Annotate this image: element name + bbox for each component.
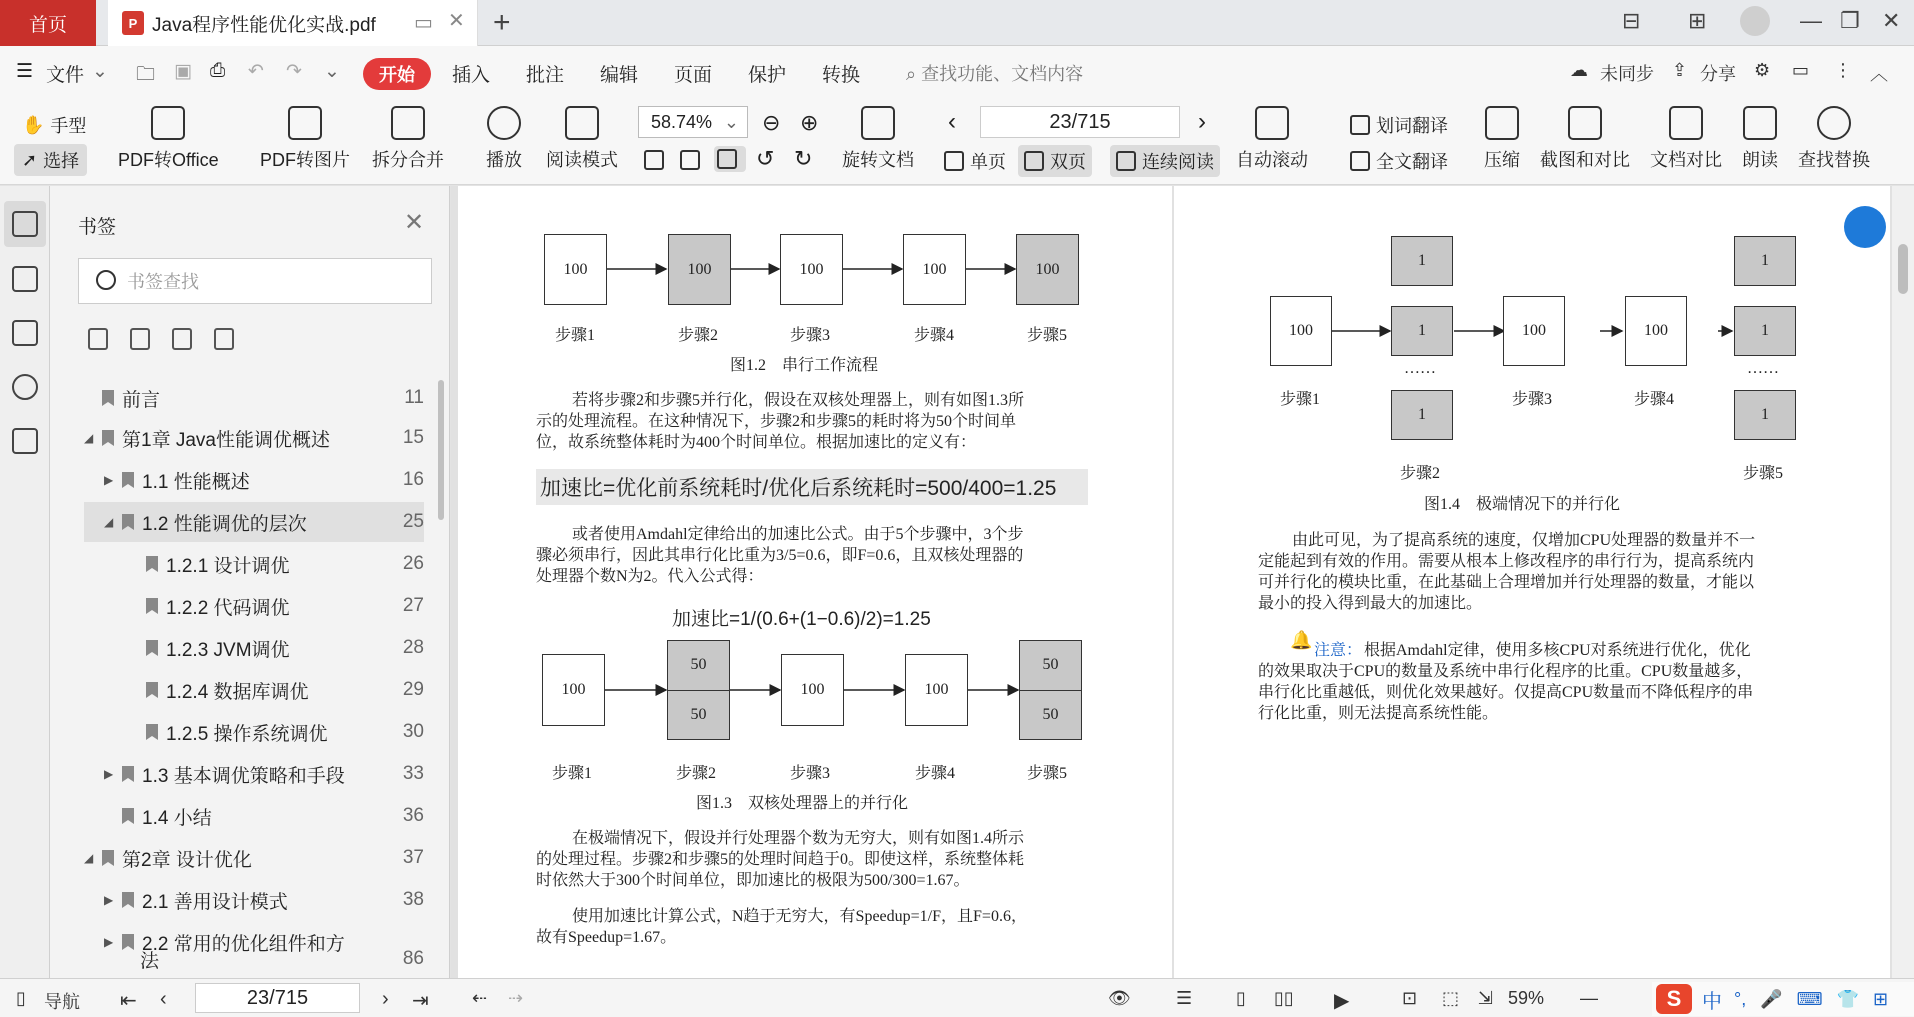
menu-insert[interactable]: 插入 xyxy=(452,65,491,86)
bookmark-label: 1.4 小结 xyxy=(142,807,212,829)
page-number-input[interactable]: 23/715 xyxy=(980,106,1180,138)
comment-icon[interactable]: ▭ xyxy=(1792,60,1810,80)
bookmark-page: 26 xyxy=(402,553,424,574)
menu-page[interactable]: 页面 xyxy=(674,65,713,86)
bookmark-label: 1.2.5 操作系统调优 xyxy=(166,723,328,745)
fig13-box-step4: 100 xyxy=(905,654,968,726)
nav-label[interactable]: 导航 xyxy=(44,992,80,1012)
fig14-label-step5: 步骤5 xyxy=(1743,465,1784,482)
redo-icon[interactable]: ↷ xyxy=(286,61,302,82)
paragraph-line: 位，故系统整体耗时为400个时间单位。根据加速比的定义有： xyxy=(536,434,977,451)
open-folder-icon[interactable]: 🗀 xyxy=(136,64,156,85)
bookmark-page: 30 xyxy=(402,721,424,742)
fig12-box-step3: 100 xyxy=(780,234,843,305)
ime-toolbar xyxy=(1652,982,1914,1016)
fig13-label-step2: 步骤2 xyxy=(676,765,717,782)
formula-highlighted: 加速比=优化前系统耗时/优化后系统耗时=500/400=1.25 xyxy=(536,469,1088,505)
play-label: 播放 xyxy=(486,150,522,170)
paragraph-line: 可并行化的模块比重，在此基础上合理增加并行处理器的数量，才能以 xyxy=(1258,574,1755,591)
fig14-caption: 图1.4 极端情况下的并行化 xyxy=(1424,496,1621,513)
cursor-icon: ➚ xyxy=(22,149,38,170)
fig14-step2-mid: 1 xyxy=(1391,306,1453,356)
paragraph-line: 或者使用Amdahl定律给出的加速比公式。由于5个步骤中，3个步 xyxy=(572,526,1024,543)
fig12-label-step4: 步骤4 xyxy=(914,327,955,344)
read-aloud-label: 朗读 xyxy=(1742,150,1778,170)
window-close-icon[interactable]: ✕ xyxy=(1882,8,1901,33)
doc-compare-label: 文档对比 xyxy=(1650,150,1722,170)
paragraph-line: 故有Speedup=1.67。 xyxy=(536,929,677,946)
bookmark-label: 2.1 善用设计模式 xyxy=(142,891,288,913)
tab-float-icon[interactable]: ▭ xyxy=(414,12,433,34)
fig13-step5-top: 50 xyxy=(1020,641,1081,691)
hamburger-icon[interactable]: ☰ xyxy=(16,61,34,82)
paragraph-line: 若将步骤2和步骤5并行化，假设在双核处理器上，则有如图1.3所 xyxy=(572,392,1025,409)
floating-tool-button[interactable] xyxy=(1844,206,1886,248)
microphone-icon[interactable]: 🎤 xyxy=(1760,988,1783,1009)
statusbar-page-input[interactable]: 23/715 xyxy=(195,983,360,1013)
auto-scroll-label: 自动滚动 xyxy=(1236,150,1308,170)
chevron-right-icon[interactable]: ▶ xyxy=(104,935,114,949)
paragraph-line: 处理器个数N为2。代入公式得： xyxy=(536,568,764,585)
chevron-down-icon[interactable]: ⌄ xyxy=(92,61,108,82)
fig12-label-step2: 步骤2 xyxy=(678,327,719,344)
keyboard-icon[interactable]: ⌨ xyxy=(1796,988,1823,1009)
chevron-right-icon[interactable]: ▶ xyxy=(104,473,114,487)
minimize-icon[interactable]: — xyxy=(1800,8,1822,33)
save-icon[interactable]: ▣ xyxy=(174,61,192,82)
fig13-label-step3: 步骤3 xyxy=(790,765,831,782)
fig13-step2-bottom: 50 xyxy=(690,705,707,723)
share-button[interactable]: 分享 xyxy=(1700,64,1736,84)
double-view-icon[interactable]: ▯▯ xyxy=(1274,988,1294,1008)
fig12-label-step1: 步骤1 xyxy=(555,327,596,344)
fig13-label-step4: 步骤4 xyxy=(915,765,956,782)
bookmark-page: 36 xyxy=(402,805,424,826)
chevron-down-icon[interactable]: ◢ xyxy=(84,851,94,865)
paragraph-line: 骤必须串行，因此其串行化比重为3/5=0.6，即F=0.6，且双核处理器的 xyxy=(536,547,1024,564)
punctuation-icon[interactable]: °, xyxy=(1734,988,1747,1009)
note-line: 的效果取决于CPU的数量及系统中串行化程序的比重。CPU数量越多， xyxy=(1258,663,1753,680)
prev-page-icon[interactable]: ‹ xyxy=(948,108,956,135)
fig14-label-step2: 步骤2 xyxy=(1400,465,1441,482)
menu-edit[interactable]: 编辑 xyxy=(600,65,639,86)
bookmark-label: 第2章 设计优化 xyxy=(122,849,252,871)
close-icon[interactable]: ✕ xyxy=(404,209,425,236)
bookmark-label: 1.2.3 JVM调优 xyxy=(166,639,290,661)
split-merge-label: 拆分合并 xyxy=(372,150,444,170)
menu-convert[interactable]: 转换 xyxy=(822,65,861,86)
fig13-box-step2 xyxy=(667,640,730,740)
fig14-label-step1: 步骤1 xyxy=(1280,391,1321,408)
fig14-step5-mid: 1 xyxy=(1734,306,1796,356)
fig13-step5-bottom: 50 xyxy=(1042,705,1059,723)
fig13-step2-top: 50 xyxy=(668,641,729,691)
fit-width-icon[interactable]: ⇲ xyxy=(1478,988,1494,1008)
fig12-box-step2: 100 xyxy=(668,234,731,305)
chevron-right-icon[interactable]: ▶ xyxy=(104,893,114,907)
fig14-step5-top: 1 xyxy=(1734,236,1796,286)
bookmark-page: 27 xyxy=(402,595,424,616)
play-slideshow-icon[interactable]: ▶ xyxy=(1334,990,1350,1012)
fig14-step5-bottom: 1 xyxy=(1734,390,1796,440)
print-icon[interactable]: ⎙ xyxy=(210,60,226,81)
menu-annotate[interactable]: 批注 xyxy=(526,65,565,86)
formula-amdahl: 加速比=1/(0.6+(1−0.6)/2)=1.25 xyxy=(672,609,931,630)
zoom-out-icon[interactable]: ⊖ xyxy=(762,110,781,135)
tab-document-label: Java程序性能优化实战.pdf xyxy=(152,14,376,36)
nav-panel-icon[interactable]: ▯ xyxy=(16,988,26,1008)
fig12-caption: 图1.2 串行工作流程 xyxy=(730,357,879,374)
zoom-value: 58.74% xyxy=(651,111,713,132)
fit-page-icon[interactable]: ⬚ xyxy=(1442,988,1460,1008)
zoom-in-icon[interactable]: ⊕ xyxy=(800,110,819,135)
eye-protection-icon[interactable]: 👁 xyxy=(1108,988,1131,1008)
bookmark-label: 1.2 性能调优的层次 xyxy=(142,513,307,535)
fig12-box-step4: 100 xyxy=(903,234,966,305)
new-tab-icon[interactable]: + xyxy=(493,6,511,39)
fig14-step2-ellipsis: …… xyxy=(1404,360,1436,377)
screenshot-compare-label: 截图和对比 xyxy=(1540,150,1630,170)
more-icon[interactable]: ⋮ xyxy=(1834,60,1852,80)
paragraph-line: 由此可见，为了提高系统的速度，仅增加CPU处理器的数量并不一 xyxy=(1292,532,1756,549)
fig14-box-step3: 100 xyxy=(1503,296,1565,366)
fig12-box-step1: 100 xyxy=(544,234,607,305)
last-page-icon[interactable]: ⇥ xyxy=(412,990,429,1012)
zoom-level[interactable]: 59% xyxy=(1508,988,1545,1008)
pdf-to-office-label: PDF转Office xyxy=(118,150,219,170)
fig14-box-step1: 100 xyxy=(1270,296,1332,366)
toolbox-icon[interactable]: ⊞ xyxy=(1873,988,1889,1009)
bookmark-label: 2.2 常用的优化组件和方 xyxy=(142,933,345,955)
paragraph-line: 最小的投入得到最大的加速比。 xyxy=(1258,595,1483,612)
reader-mode-icon[interactable]: ⊟ xyxy=(1622,8,1641,33)
skin-icon[interactable]: 👕 xyxy=(1836,988,1860,1009)
tab-home[interactable]: 首页 xyxy=(0,0,96,46)
single-view-icon[interactable]: ▯ xyxy=(1236,988,1246,1008)
bookmark-page: 38 xyxy=(402,889,424,910)
menu-file[interactable]: 文件 xyxy=(46,65,85,86)
feature-search-placeholder: 查找功能、文档内容 xyxy=(921,64,1084,84)
bookmark-label: 1.3 基本调优策略和手段 xyxy=(142,765,345,787)
fig14-step5-ellipsis: …… xyxy=(1747,360,1779,377)
rotate-left-icon[interactable]: ↺ xyxy=(756,146,775,171)
apps-grid-icon[interactable]: ⊞ xyxy=(1688,8,1707,33)
find-replace-label: 查找替换 xyxy=(1798,150,1870,170)
bookmark-label: 1.2.2 代码调优 xyxy=(166,597,290,619)
bookmark-page: 33 xyxy=(402,763,424,784)
restore-icon[interactable]: ❐ xyxy=(1840,8,1860,33)
settings-gear-icon[interactable]: ⚙ xyxy=(1754,60,1771,80)
tab-close-icon[interactable]: ✕ xyxy=(448,10,465,32)
bookmark-label: 第1章 Java性能调优概述 xyxy=(122,429,330,451)
fig14-box-step4: 100 xyxy=(1625,296,1687,366)
fig13-box-step1: 100 xyxy=(542,654,605,726)
first-page-icon[interactable]: ⇤ xyxy=(120,990,137,1012)
paragraph-line: 示的处理流程。在这种情况下，步骤2和步骤5的耗时将为50个时间单 xyxy=(536,413,1017,430)
fig14-step2-top: 1 xyxy=(1391,236,1453,286)
chevron-down-icon: ⌄ xyxy=(723,111,739,132)
fig13-label-step1: 步骤1 xyxy=(552,765,593,782)
rotate-doc-label: 旋转文档 xyxy=(842,150,914,170)
compress-label: 压缩 xyxy=(1484,150,1520,170)
note-line: 根据Amdahl定律，使用多核CPU对系统进行优化，优化 xyxy=(1364,642,1751,659)
bookmark-label: 法 xyxy=(140,950,160,972)
bookmark-search-input[interactable]: 书签查找 xyxy=(78,258,432,304)
paragraph-line: 时依然大于300个时间单位，即加速比的极限为500/300=1.67。 xyxy=(536,872,970,889)
menu-start[interactable]: 开始 xyxy=(363,58,431,90)
hand-icon: ✋ xyxy=(22,114,45,135)
fig14-step2-bottom: 1 xyxy=(1391,390,1453,440)
bookmark-label: 1.2.4 数据库调优 xyxy=(166,681,309,703)
zoom-out-icon[interactable]: — xyxy=(1580,988,1598,1008)
paragraph-line: 在极端情况下，假设并行处理器个数为无穷大，则有如图1.4所示 xyxy=(572,830,1025,847)
note-line: 行化比重，则无法提高系统性能。 xyxy=(1258,705,1499,722)
pdf-icon: P xyxy=(122,11,144,35)
paragraph-line: 使用加速比计算公式，N趋于无穷大，有Speedup=1/F，且F=0.6， xyxy=(572,908,1027,925)
actual-size-icon[interactable]: ⊡ xyxy=(1402,988,1418,1008)
bookmark-panel-title: 书签 xyxy=(78,217,117,238)
undo-icon[interactable]: ↶ xyxy=(248,61,264,82)
sogou-ime-icon[interactable]: S xyxy=(1656,984,1692,1014)
bookmark-page: 37 xyxy=(402,847,424,868)
next-page-icon[interactable]: › xyxy=(1198,108,1206,135)
word-translate-label: 划词翻译 xyxy=(1376,116,1448,136)
bookmark-page: 86 xyxy=(402,948,424,969)
sync-status[interactable]: 未同步 xyxy=(1600,64,1654,84)
bookmark-label: 1.2.1 设计调优 xyxy=(166,555,290,577)
document-scrollbar[interactable] xyxy=(1892,186,1914,978)
fig14-label-step4: 步骤4 xyxy=(1634,391,1675,408)
chevron-down-icon[interactable]: ◢ xyxy=(84,431,94,445)
scrollbar-thumb[interactable] xyxy=(1898,244,1908,294)
fig13-box-step5 xyxy=(1019,640,1082,740)
collapse-ribbon-icon[interactable]: ︿ xyxy=(1870,64,1888,84)
continuous-view-icon[interactable]: ☰ xyxy=(1176,988,1193,1008)
continuous-read-label: 连续阅读 xyxy=(1142,152,1214,172)
fig13-box-step3: 100 xyxy=(781,654,844,726)
fig13-label-step5: 步骤5 xyxy=(1027,765,1068,782)
fig14-label-step3: 步骤3 xyxy=(1512,391,1553,408)
bell-icon: 🔔 xyxy=(1290,630,1313,650)
forward-icon[interactable]: ⇢ xyxy=(508,988,524,1008)
fig13-caption: 图1.3 双核处理器上的并行化 xyxy=(696,795,909,812)
pdf-to-image-label: PDF转图片 xyxy=(260,150,350,170)
note-line: 串行化比重越低，则优化效果越好。仅提高CPU数量而不降低程序的串 xyxy=(1258,684,1754,701)
prev-page-icon[interactable]: ‹ xyxy=(160,988,167,1010)
bookmark-label: 前言 xyxy=(122,389,161,411)
menu-protect[interactable]: 保护 xyxy=(748,65,787,86)
rotate-right-icon[interactable]: ↻ xyxy=(794,146,813,171)
bookmark-page: 15 xyxy=(402,427,424,448)
double-page-label: 双页 xyxy=(1050,152,1086,172)
share-icon[interactable]: ⇪ xyxy=(1672,60,1688,80)
single-page-label: 单页 xyxy=(970,152,1006,172)
back-icon[interactable]: ⇠ xyxy=(472,988,488,1008)
fig12-box-step5: 100 xyxy=(1016,234,1079,305)
read-mode-label: 阅读模式 xyxy=(546,150,618,170)
bookmark-page: 25 xyxy=(402,511,424,532)
chevron-right-icon[interactable]: ▶ xyxy=(104,767,114,781)
chevron-down-icon[interactable]: ◢ xyxy=(104,515,114,529)
ime-chinese-mode[interactable]: 中 xyxy=(1702,990,1722,1013)
bookmark-page: 29 xyxy=(402,679,424,700)
more-dropdown-icon[interactable]: ⌄ xyxy=(324,61,340,82)
fig12-label-step5: 步骤5 xyxy=(1027,327,1068,344)
paragraph-line: 的处理过程。步骤2和步骤5的处理时间趋于0。即使这样，系统整体耗 xyxy=(536,851,1025,868)
select-tool-label: 选择 xyxy=(43,151,80,171)
note-label: 注意： xyxy=(1314,642,1363,659)
full-translate-label: 全文翻译 xyxy=(1376,152,1448,172)
bookmark-page: 28 xyxy=(402,637,424,658)
bookmark-label: 1.1 性能概述 xyxy=(142,471,250,493)
hand-tool-label: 手型 xyxy=(50,116,87,136)
bookmark-page: 16 xyxy=(402,469,424,490)
bookmark-page: 11 xyxy=(404,387,424,408)
paragraph-line: 定能起到有效的作用。需要从根本上修改程序的串行行为，提高系统内 xyxy=(1258,553,1755,570)
search-icon: ⌕ xyxy=(906,64,922,84)
fig12-label-step3: 步骤3 xyxy=(790,327,831,344)
cloud-sync-icon[interactable]: ☁ xyxy=(1570,60,1588,80)
next-page-icon[interactable]: › xyxy=(382,988,389,1010)
